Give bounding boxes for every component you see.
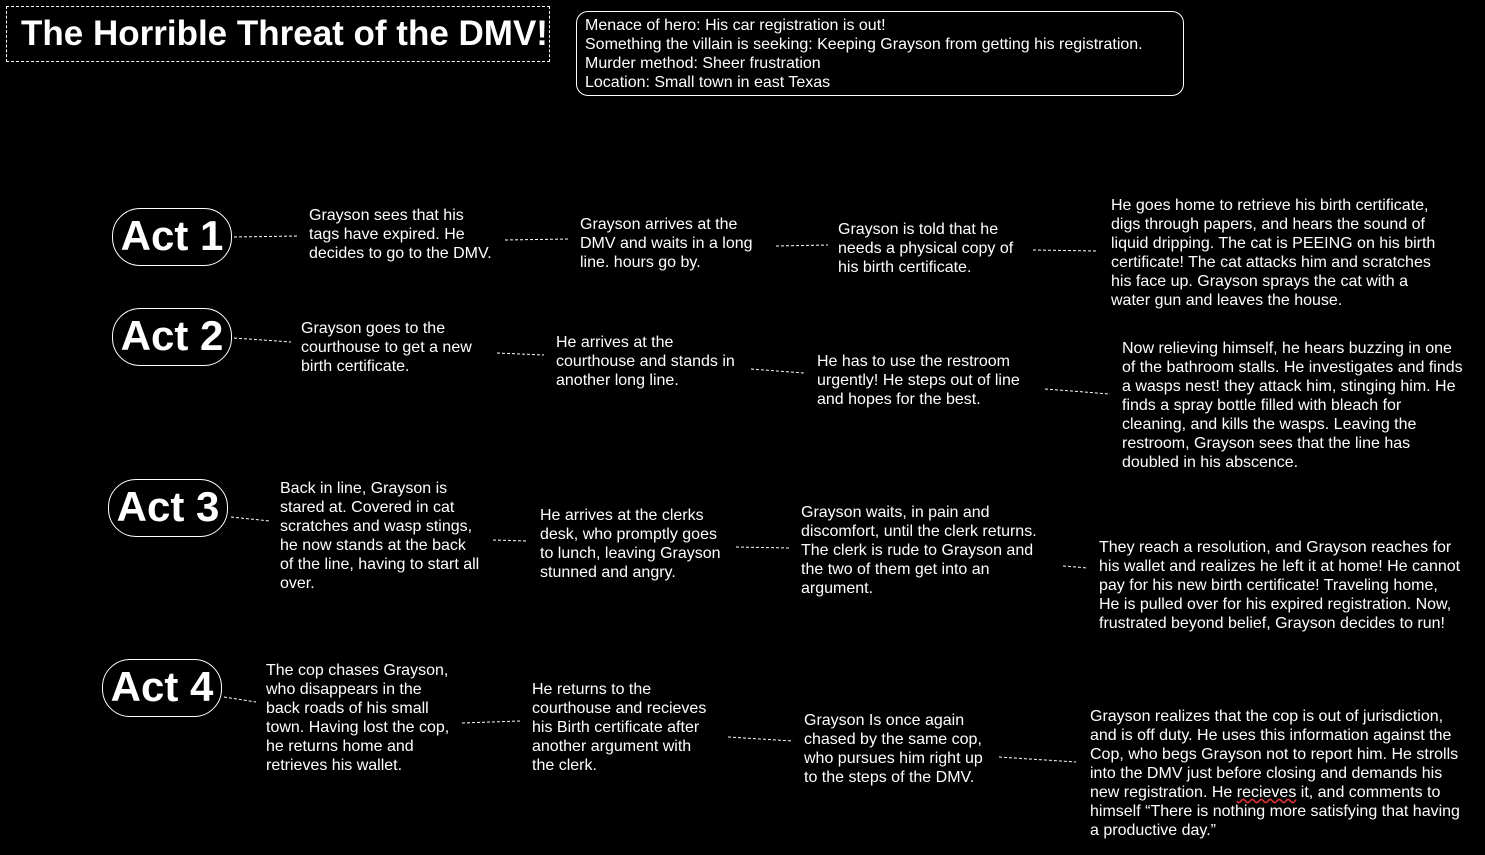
connector-act1-e2 <box>505 239 568 240</box>
act-4-event-4-line-5-start: new registration. He <box>1090 784 1237 801</box>
connector-act4-e2 <box>462 721 520 723</box>
connector-act1-e1 <box>234 236 298 237</box>
act-4-event-4-line-6: himself “There is nothing more satisfying that having <box>1090 803 1460 820</box>
act-2-event-2: He arrives at the courthouse and stands in another long line. <box>556 334 735 389</box>
info-location: Location: Small town in east Texas <box>585 74 831 91</box>
connector-act3-e1 <box>231 517 270 521</box>
act-4-event-4-line-5 <box>1090 783 1460 802</box>
act-4-event-1: The cop chases Grayson, who disappears in the back roads of his small town. Having lost the cop, he returns home and retrieves his wallet. <box>266 662 450 774</box>
connector-act4-e4 <box>999 757 1076 762</box>
connector-act2-e4 <box>1045 389 1110 394</box>
act-1-event-4: He goes home to retrieve his birth certificate, digs through papers, and hears the sound of liquid dripping. The cat is PEEING on his birth certificate! The cat attacks him and scratches his face up. Grayson sprays the cat with a water gun and leaves the house. <box>1111 197 1436 309</box>
act-4-event-4-line-2: and is off duty. He uses this information against the <box>1090 727 1452 744</box>
info-murder-method: Murder method: Sheer frustration <box>585 55 821 72</box>
act-4-event-4-line-4: into the DMV just before closing and demands his <box>1090 765 1443 782</box>
act-4-event-4-line-5-end: it, and comments to <box>1296 784 1441 801</box>
act-4-event-4-line-1: Grayson realizes that the cop is out of jurisdiction, <box>1090 708 1444 725</box>
act-4-event-4-line-7: a productive day.” <box>1090 822 1216 839</box>
connector-act4-e1 <box>224 697 256 702</box>
info-menace: Menace of hero: His car registration is out! <box>585 17 886 34</box>
act-2-label: Act 2 <box>112 308 232 366</box>
connector-act3-e2 <box>493 540 528 541</box>
act-3-event-4: They reach a resolution, and Grayson reaches for his wallet and realizes he left it at home! He cannot pay for his new birth certificate! Traveling home, He is pulled over for his expired registration. Now, frustrated beyond belief, Grayson decides to run! <box>1099 539 1461 632</box>
act-2-event-1: Grayson goes to the courthouse to get a new birth certificate. <box>301 320 472 375</box>
act-4-event-4 <box>1090 707 1460 840</box>
connector-act3-e3 <box>736 547 789 548</box>
connector-act2-e1 <box>234 338 291 342</box>
act-4-event-3: Grayson Is once again chased by the same cop, who pursues him right up to the steps of the DMV. <box>804 712 983 786</box>
spelling-underlined-word: recieves <box>1236 784 1297 801</box>
act-3-event-1: Back in line, Grayson is stared at. Covered in cat scratches and wasp stings, he now stands at the back of the line, having to start all over. <box>280 480 480 592</box>
connector-act2-e3 <box>751 369 804 373</box>
connector-act2-e2 <box>497 353 544 355</box>
act-3-event-3: Grayson waits, in pain and discomfort, until the clerk returns. The clerk is rude to Grayson and the two of them get into an argument. <box>801 504 1037 597</box>
info-villain-goal: Something the villain is seeking: Keeping Grayson from getting his registration. <box>585 36 1143 53</box>
act-4-event-2: He returns to the courthouse and recieves his Birth certificate after another argument with the clerk. <box>532 681 707 774</box>
act-3-event-2: He arrives at the clerks desk, who promptly goes to lunch, leaving Grayson stunned and angry. <box>540 507 721 581</box>
connector-act4-e3 <box>728 737 793 741</box>
page-title: The Horrible Threat of the DMV! <box>21 14 548 53</box>
act-1-event-1: Grayson sees that his tags have expired. He decides to go to the DMV. <box>309 207 492 262</box>
connector-act1-e3 <box>776 245 828 246</box>
act-1-event-2: Grayson arrives at the DMV and waits in a long line. hours go by. <box>580 216 753 271</box>
act-4-event-4-line-3: Cop, who begs Grayson not to report him. He strolls <box>1090 746 1459 763</box>
connector-act3-e4 <box>1063 566 1088 568</box>
act-1-event-3: Grayson is told that he needs a physical copy of his birth certificate. <box>838 221 1014 276</box>
act-2-event-4: Now relieving himself, he hears buzzing in one of the bathroom stalls. He investigates and finds a wasps nest! they attack him, stinging him. He finds a spray bottle filled with bleach for cleaning, and kills the wasps. Leaving the restroom, Grayson sees that the line has doubled in his abscence. <box>1122 340 1463 471</box>
connector-act1-e4 <box>1033 250 1098 251</box>
act-2-event-3: He has to use the restroom urgently! He steps out of line and hopes for the best. <box>817 353 1020 408</box>
act-1-label: Act 1 <box>112 208 232 266</box>
act-4-label: Act 4 <box>102 659 222 717</box>
act-3-label: Act 3 <box>108 479 228 537</box>
